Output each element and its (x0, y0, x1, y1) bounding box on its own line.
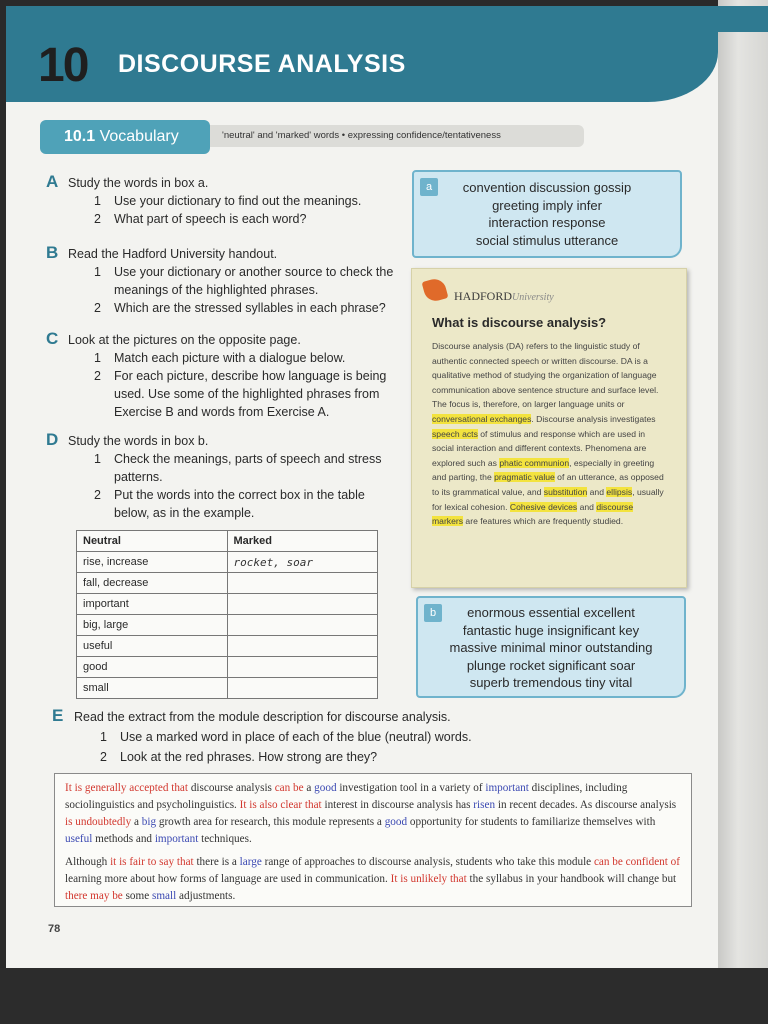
extract-text: methods and (92, 833, 155, 845)
blue-word: small (152, 890, 177, 902)
section-number: 10.1 (64, 128, 96, 145)
marked-cell[interactable]: rocket, soar (227, 552, 378, 573)
extract-text: disciplines, including sociolinguistics and psycholinguistics. (65, 782, 628, 811)
marked-cell[interactable] (227, 636, 378, 657)
exercise-item: 2 Which are the stressed syllables in each phrase? (94, 301, 386, 315)
textbook-page (6, 6, 718, 968)
exercise-c (46, 331, 416, 421)
extract-text: Although (65, 856, 111, 868)
blue-word: important (485, 782, 529, 794)
marked-cell[interactable] (227, 657, 378, 678)
extract-text: range of approaches to discourse analysis, students who take this module (261, 856, 594, 868)
handout-text: of an utterance, as opposed to its grammatical value, and (432, 472, 664, 497)
table-row (77, 678, 378, 699)
table-row (77, 552, 378, 573)
section-name: Vocabulary (99, 128, 179, 145)
blue-word: good (384, 816, 408, 828)
handout-title: What is discourse analysis? (432, 315, 607, 330)
blue-word: large (239, 856, 262, 868)
exercise-heading: Study the words in box b. (68, 434, 209, 448)
exercise-item: 2 What part of speech is each word? (94, 212, 307, 226)
university-handout (411, 268, 687, 588)
box-line: plunge rocket significant soar (466, 657, 636, 673)
table-row (77, 615, 378, 636)
extract-text: discourse analysis (188, 782, 275, 794)
blue-word: big (141, 816, 157, 828)
extract-text: the syllabus in your handbook will change but (466, 873, 677, 885)
handout-body (432, 339, 664, 529)
exercise-heading: Read the extract from the module description for discourse analysis. (74, 710, 451, 724)
red-phrase: It is unlikely that (390, 873, 467, 885)
extract-paragraph (65, 854, 681, 905)
handout-text: of stimulus and response which are used in social interaction and different contexts. Phenomena are explored such as (432, 428, 647, 468)
module-description-extract (54, 773, 692, 907)
box-line: convention discussion gossip (462, 180, 632, 195)
neutral-cell: useful (77, 636, 228, 657)
university-logo: HADFORDUniversity (454, 289, 554, 303)
exercise-letter: C (46, 329, 59, 348)
box-line: superb tremendous tiny vital (469, 675, 633, 690)
extract-text: adjustments. (176, 890, 236, 902)
marked-cell[interactable] (227, 678, 378, 699)
highlighted-phrase: Cohesive devices (509, 501, 578, 512)
exercise-item: 2 For each picture, describe how language is being used. Use some of the highlighted phrases from Exercise B and words from Exercise A. (94, 369, 387, 419)
handout-text: . Discourse analysis investigates (531, 413, 656, 424)
neutral-marked-table (76, 530, 378, 699)
extract-text: techniques. (198, 833, 252, 845)
exercise-heading: Look at the pictures on the opposite page. (68, 333, 301, 347)
exercise-item: 1 Match each picture with a dialogue below. (94, 351, 346, 365)
table-row (77, 594, 378, 615)
exercise-heading: Read the Hadford University handout. (68, 247, 278, 261)
table-header-row (77, 531, 378, 552)
scan-background (0, 968, 768, 1024)
chapter-header (6, 6, 718, 102)
box-tag: a (420, 178, 438, 196)
neutral-cell: fall, decrease (77, 573, 228, 594)
section-tab (40, 120, 210, 154)
red-phrase: can be (274, 782, 304, 794)
box-line: massive minimal minor outstanding (449, 640, 653, 655)
marked-cell[interactable] (227, 594, 378, 615)
highlighted-phrase: discourse markers (432, 501, 634, 527)
red-phrase: is undoubtedly (65, 816, 132, 828)
extract-text: a (303, 782, 315, 794)
marked-cell[interactable] (227, 573, 378, 594)
marked-cell[interactable] (227, 615, 378, 636)
facing-page-edge (718, 0, 768, 968)
neutral-cell: big, large (77, 615, 228, 636)
page-number: 78 (48, 923, 61, 935)
neutral-cell: good (77, 657, 228, 678)
section-topics: 'neutral' and 'marked' words • expressing confidence/tentativeness (210, 125, 584, 147)
exercise-b (46, 245, 416, 317)
column-header: Neutral (77, 531, 228, 552)
blue-word: good (314, 782, 337, 794)
red-phrase: it is fair to say that (110, 856, 194, 868)
handout-text: , usually for lexical cohesion. (432, 486, 664, 512)
table-row (77, 573, 378, 594)
extract-text: investigation tool in a variety of (336, 782, 486, 794)
extract-text: there is a (193, 856, 240, 868)
facing-page-header-strip (718, 6, 768, 32)
red-phrase: It is generally accepted that (65, 782, 189, 794)
highlighted-phrase: speech acts (432, 428, 478, 439)
box-line: enormous essential excellent (467, 605, 635, 620)
box-line: fantastic huge insignificant key (462, 622, 640, 638)
exercise-a (46, 174, 416, 228)
handout-text: Discourse analysis (DA) refers to the linguistic study of authentic connected speech or written discourse. DA is a qualitative method of studying the organization of language communication above sentence structure and surface level. The focus is, therefore, on larger language units or (432, 341, 659, 410)
extract-text: in recent decades. As discourse analysis (495, 799, 677, 811)
handout-text: , especially in greeting and parting, the (432, 457, 655, 483)
box-line: greeting imply infer (492, 197, 602, 213)
exercise-letter: E (52, 706, 64, 725)
extract-paragraph (65, 780, 681, 848)
extract-text: interest in discourse analysis has (321, 799, 474, 811)
highlighted-phrase: conversational exchanges (432, 413, 532, 424)
chapter-number: 10 (38, 39, 88, 92)
exercise-letter: B (46, 243, 59, 262)
box-line: social stimulus utterance (475, 232, 619, 248)
highlighted-phrase: substitution (543, 486, 588, 497)
exercise-item: 1 Check the meanings, parts of speech and stress patterns. (94, 452, 382, 484)
exercise-e (52, 708, 692, 766)
highlighted-phrase: pragmatic value (494, 472, 555, 483)
exercise-item: 1 Use a marked word in place of each of the blue (neutral) words. (100, 730, 472, 744)
exercise-letter: D (46, 430, 59, 449)
chapter-title: DISCOURSE ANALYSIS (118, 50, 406, 78)
exercise-item: 1 Use your dictionary or another source to check the meanings of the highlighted phrases. (94, 265, 394, 297)
exercise-item: 2 Look at the red phrases. How strong are they? (100, 750, 378, 764)
exercise-heading: Study the words in box a. (68, 176, 209, 190)
maple-leaf-icon (422, 277, 449, 304)
table-row (77, 636, 378, 657)
blue-word: important (154, 833, 199, 845)
highlighted-phrase: ellipsis (606, 486, 633, 497)
extract-text: opportunity for students to familiarize themselves with (407, 816, 656, 828)
neutral-cell: rise, increase (77, 552, 228, 573)
word-box-b (416, 596, 686, 698)
blue-word: useful (65, 833, 93, 845)
box-tag: b (424, 604, 442, 622)
highlighted-phrase: phatic communion (499, 457, 570, 468)
table-row (77, 657, 378, 678)
extract-text: growth area for research, this module represents a (156, 816, 385, 828)
handout-text: and (577, 501, 597, 512)
exercise-item: 2 Put the words into the correct box in the table below, as in the example. (94, 488, 365, 520)
extract-text: some (122, 890, 152, 902)
box-line: interaction response (488, 215, 606, 230)
exercise-item: 1 Use your dictionary to find out the meanings. (94, 194, 362, 208)
red-phrase: can be confident of (593, 856, 680, 868)
extract-text: learning more about how forms of language are used in communication. (65, 873, 391, 885)
red-phrase: It is also clear that (239, 799, 322, 811)
column-header: Marked (227, 531, 378, 552)
blue-word: risen (473, 799, 496, 811)
red-phrase: there may be (65, 890, 123, 902)
extract-text: a (131, 816, 142, 828)
word-box-a (412, 170, 682, 258)
handout-text: and (587, 486, 607, 497)
neutral-cell: small (77, 678, 228, 699)
handout-text: are features which are frequently studied. (463, 516, 624, 527)
neutral-cell: important (77, 594, 228, 615)
exercise-d (46, 432, 416, 522)
exercise-letter: A (46, 172, 59, 191)
